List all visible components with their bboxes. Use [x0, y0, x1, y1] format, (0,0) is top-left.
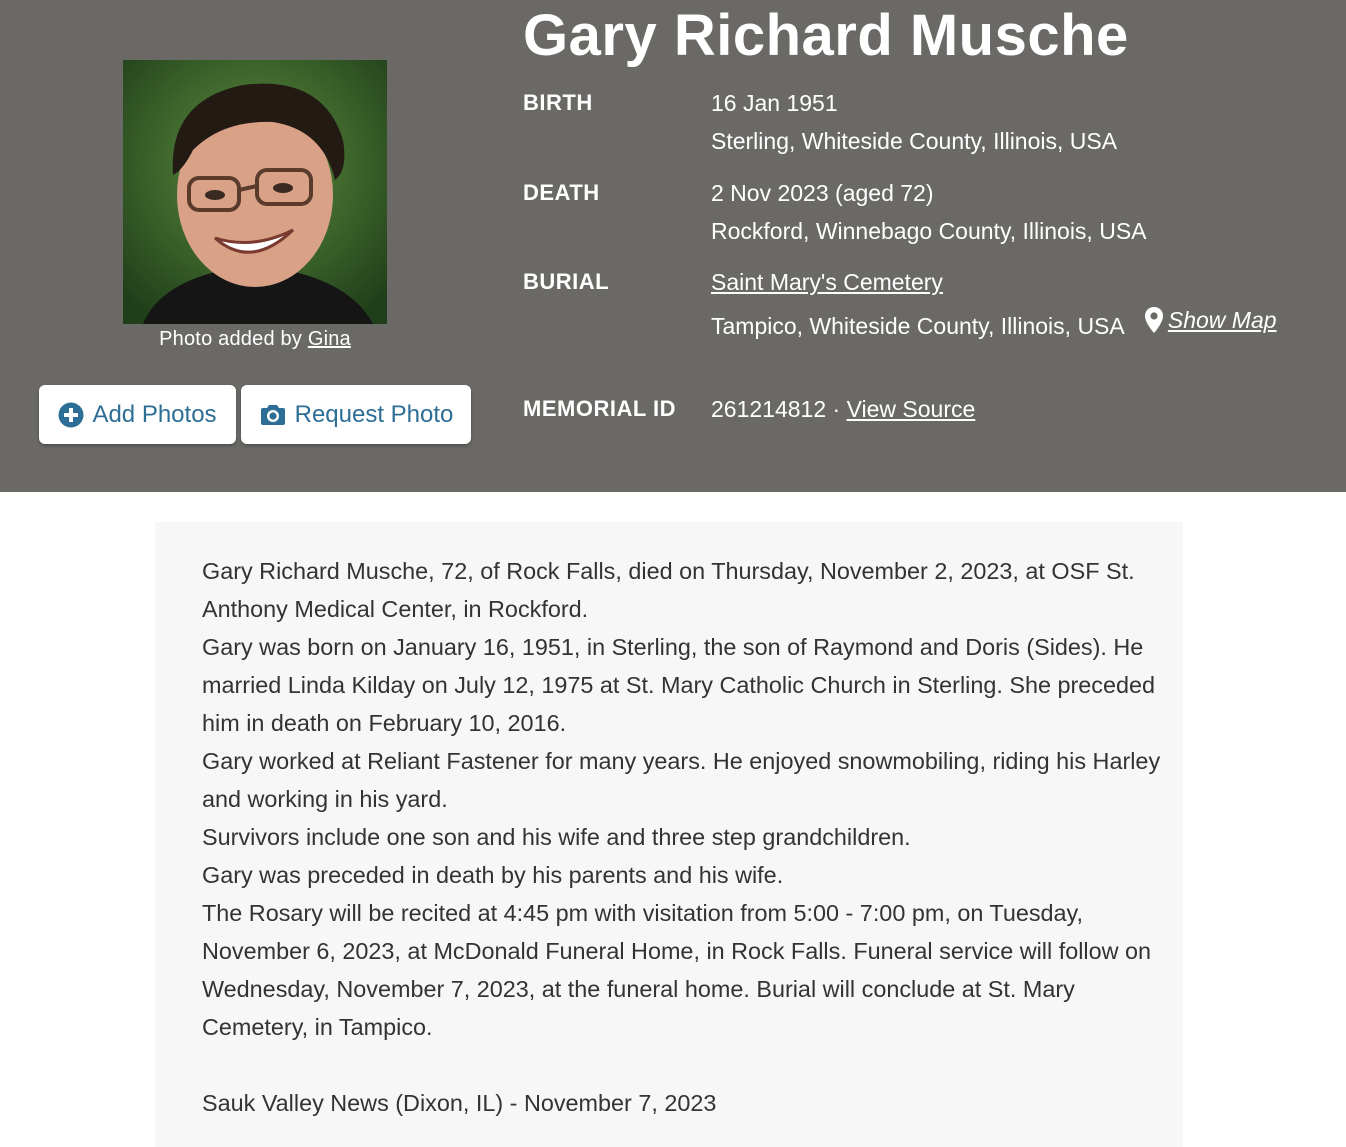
memorial-photo[interactable]	[123, 60, 387, 324]
burial-label: BURIAL	[523, 269, 610, 294]
death-label: DEATH	[523, 180, 600, 205]
view-source-link[interactable]: View Source	[846, 396, 976, 422]
camera-icon	[259, 403, 287, 427]
add-photos-button[interactable]	[39, 385, 236, 444]
map-pin-icon	[1144, 306, 1164, 334]
memorial-header	[0, 0, 1346, 492]
bio-paragraph: Gary was born on January 16, 1951, in Sterling, the son of Raymond and Doris (Sides). He married Linda Kilday on July 12, 1975 at St. Mary Catholic Church in Sterling. She preceded him in death on February 10, 2016.	[202, 634, 1156, 736]
death-date: 2 Nov 2023 (aged 72)	[711, 180, 934, 206]
photo-caption	[123, 328, 387, 351]
show-map-label[interactable]: Show Map	[1167, 307, 1277, 333]
memorial-id-label: MEMORIAL ID	[523, 396, 676, 421]
bio-source: Sauk Valley News (Dixon, IL) - November 7, 2023	[202, 1090, 717, 1116]
memorial-name: Gary Richard Musche	[523, 3, 1129, 68]
death-place: Rockford, Winnebago County, Illinois, USA	[711, 218, 1147, 244]
bio-paragraph: Gary worked at Reliant Fastener for many years. He enjoyed snowmobiling, riding his Harley and working in his yard.	[202, 748, 1161, 812]
add-photos-label: Add Photos	[92, 400, 217, 428]
memorial-id-value	[711, 390, 975, 428]
birth-value	[711, 84, 1117, 160]
bio-spacer	[202, 1046, 1162, 1084]
request-photo-label: Request Photo	[294, 400, 454, 428]
bio-paragraph: Gary was preceded in death by his parents and his wife.	[202, 862, 784, 888]
memorial-id: 261214812	[711, 396, 827, 422]
burial-place: Tampico, Whiteside County, Illinois, USA	[711, 313, 1124, 339]
cemetery-link[interactable]: Saint Mary's Cemetery	[711, 269, 943, 295]
death-value	[711, 174, 1147, 250]
burial-value	[711, 263, 1277, 345]
bio-paragraph: Gary Richard Musche, 72, of Rock Falls, died on Thursday, November 2, 2023, at OSF St. Anthony Medical Center, in Rockford.	[202, 558, 1135, 622]
bio-section	[155, 522, 1183, 1147]
plus-circle-icon	[58, 402, 84, 428]
bio-paragraph: Survivors include one son and his wife and three step grandchildren.	[202, 824, 911, 850]
show-map-link[interactable]	[1144, 301, 1277, 339]
birth-label: BIRTH	[523, 90, 593, 115]
request-photo-button[interactable]	[241, 385, 471, 444]
photo-caption-prefix: Photo added by	[159, 328, 303, 350]
bio-text	[202, 552, 1162, 1122]
bio-paragraph: The Rosary will be recited at 4:45 pm with visitation from 5:00 - 7:00 pm, on Tuesday, November 6, 2023, at McDonald Funeral Home, in Rock Falls. Funeral service will follow on Wednesday, November 7, 2023, at the funeral home. Burial will conclude at St. Mary Cemetery, in Tampico.	[202, 900, 1152, 1040]
birth-place: Sterling, Whiteside County, Illinois, USA	[711, 128, 1118, 154]
id-separator: ·	[832, 396, 841, 422]
photo-contributor-link[interactable]: Gina	[307, 328, 351, 350]
birth-date: 16 Jan 1951	[711, 90, 838, 116]
